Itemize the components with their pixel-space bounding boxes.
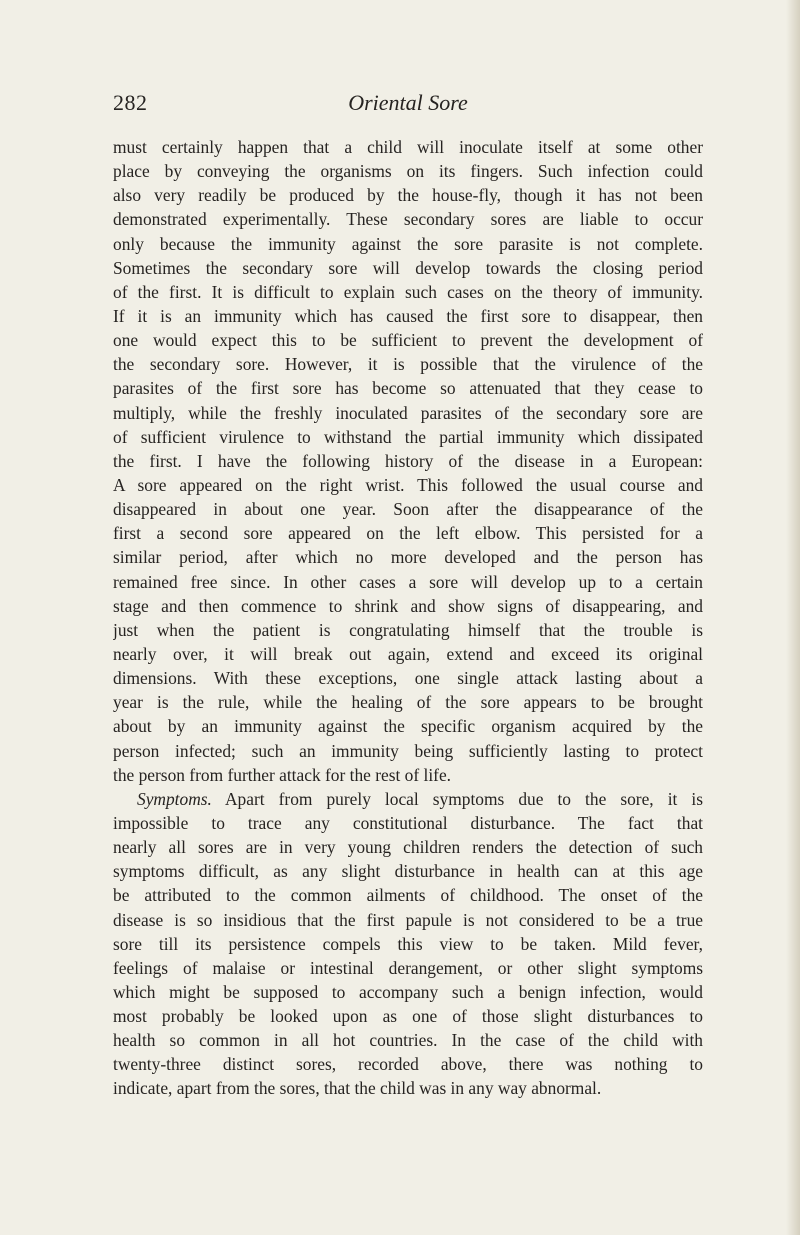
page-number: 282 — [113, 90, 148, 115]
text-line: demonstrated experimentally. These secondary sores are liable to occur — [113, 209, 703, 230]
text-line: A sore appeared on the right wrist. This followed the usual course and — [113, 474, 703, 495]
running-title: Oriental Sore — [348, 90, 468, 115]
text-line: twenty-three distinct sores, recorded above, there was nothing to — [113, 1054, 703, 1075]
text-line: disappeared in about one year. Soon after the disappearance of the — [113, 499, 703, 520]
text-line: multiply, while the freshly inoculated parasites of the secondary sore are — [113, 402, 703, 423]
text-line: nearly over, it will break out again, extend and exceed its original — [113, 643, 703, 664]
page-header — [113, 88, 703, 122]
text-line: also very readily be produced by the house-fly, though it has not been — [113, 185, 703, 206]
text-line: year is the rule, while the healing of the sore appears to be brought — [113, 692, 703, 713]
symptoms-heading: Symptoms. — [137, 788, 212, 809]
text-line: impossible to trace any constitutional disturbance. The fact that — [113, 812, 703, 833]
text-line: sore till its persistence compels this view to be taken. Mild fever, — [113, 933, 703, 954]
text-line: stage and then commence to shrink and show signs of disappearing, and — [113, 595, 703, 616]
text-line: Sometimes the secondary sore will develop towards the closing period — [113, 257, 703, 278]
text-line: indicate, apart from the sores, that the child was in any way abnormal. — [113, 1078, 602, 1099]
text-line: just when the patient is congratulating himself that the trouble is — [113, 619, 703, 640]
text-line: place by conveying the organisms on its fingers. Such infection could — [113, 161, 703, 182]
text-line: If it is an immunity which has caused the first sore to disappear, then — [113, 305, 703, 326]
text-line: the person from further attack for the rest of life. — [113, 764, 452, 785]
text-line: symptoms difficult, as any slight disturbance in health can at this age — [113, 861, 703, 882]
text-line: most probably be looked upon as one of those slight disturbances to — [113, 1006, 703, 1027]
text-line: disease is so insidious that the first papule is not considered to be a true — [113, 909, 703, 930]
text-line: nearly all sores are in very young children renders the detection of such — [113, 837, 703, 858]
text-line: must certainly happen that a child will inoculate itself at some other — [113, 137, 703, 157]
text-line: one would expect this to be sufficient to prevent the development of — [113, 330, 703, 351]
text-line: be attributed to the common ailments of childhood. The onset of the — [113, 885, 703, 906]
text-line: the secondary sore. However, it is possible that the virulence of the — [113, 354, 703, 375]
text-line: similar period, after which no more developed and the person has — [113, 547, 703, 568]
text-line: feelings of malaise or intestinal derangement, or other slight symptoms — [113, 957, 703, 978]
text-line: person infected; such an immunity being sufficiently lasting to protect — [113, 740, 703, 761]
symptoms-first-line: Apart from purely local symptoms due to the sore, it is — [224, 788, 703, 809]
text-line: only because the immunity against the sore parasite is not complete. — [113, 233, 703, 254]
text-line: parasites of the first sore has become so attenuated that they cease to — [113, 378, 703, 399]
body-text — [113, 135, 703, 1101]
symptoms-heading-line — [113, 787, 703, 811]
text-line: of sufficient virulence to withstand the partial immunity which dissipated — [113, 426, 703, 447]
text-line: remained free since. In other cases a sore will develop up to a certain — [113, 571, 703, 592]
text-line: which might be supposed to accompany such a benign infection, would — [113, 981, 703, 1002]
page-edge-shadow — [786, 0, 800, 1235]
text-line: first a second sore appeared on the left elbow. This persisted for a — [113, 523, 703, 544]
text-line: health so common in all hot countries. In the case of the child with — [113, 1030, 703, 1051]
text-line: about by an immunity against the specific organism acquired by the — [113, 716, 703, 737]
text-line: of the first. It is difficult to explain such cases on the theory of immunity. — [113, 281, 703, 302]
text-line: the first. I have the following history of the disease in a European: — [113, 450, 703, 471]
text-line: dimensions. With these exceptions, one single attack lasting about a — [113, 668, 703, 689]
